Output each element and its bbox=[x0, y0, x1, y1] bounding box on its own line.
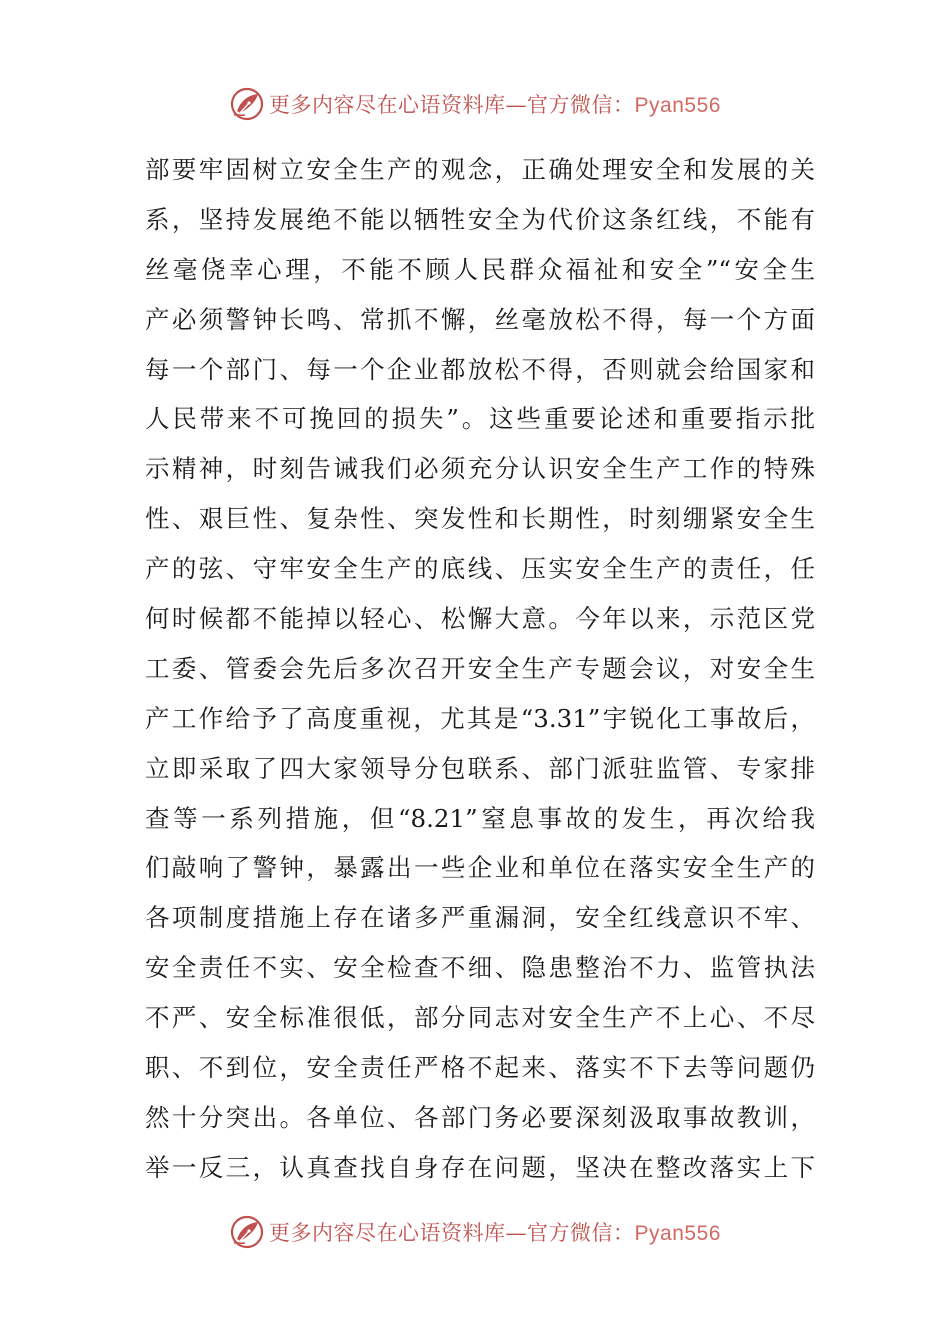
text-line: 举一反三，认真查找自身存在问题，坚决在整改落实上下 bbox=[145, 1152, 815, 1182]
pen-nib-logo-icon bbox=[229, 86, 265, 122]
text-line: 安全责任不实、安全检查不细、隐患整治不力、监管执法 bbox=[145, 953, 815, 983]
text-line: 丝毫侥幸心理，不能不顾人民群众福祉和安全”“安全生 bbox=[145, 254, 815, 284]
watermark-text-cn: 更多内容尽在心语资料库 bbox=[269, 1221, 506, 1245]
text-line: 工委、管委会先后多次召开安全生产专题会议，对安全生 bbox=[145, 653, 815, 683]
text-line: 查等一系列措施，但“8.21”窒息事故的发生，再次给我 bbox=[145, 803, 815, 833]
watermark-text bbox=[269, 89, 721, 119]
text-line: 部要牢固树立安全生产的观念，正确处理安全和发展的关 bbox=[145, 155, 815, 184]
footer-watermark bbox=[0, 1212, 950, 1252]
text-line: 立即采取了四大家领导分包联系、部门派驻监管、专家排 bbox=[145, 753, 815, 783]
watermark-dash: — bbox=[505, 93, 528, 117]
text-line: 产必须警钟长鸣、常抓不懈，丝毫放松不得，每一个方面 bbox=[145, 304, 815, 334]
text-line: 产工作给予了高度重视，尤其是“3.31”宇锐化工事故后， bbox=[145, 703, 815, 733]
text-line: 何时候都不能掉以轻心、松懈大意。今年以来，示范区党 bbox=[145, 604, 815, 634]
text-line: 示精神，时刻告诫我们必须充分认识安全生产工作的特殊 bbox=[145, 454, 815, 484]
document-body bbox=[145, 145, 815, 1193]
watermark-text bbox=[269, 1217, 721, 1247]
text-line: 人民带来不可挽回的损失”。这些重要论述和重要指示批 bbox=[145, 404, 815, 434]
watermark-official: 官方微信： bbox=[527, 1221, 635, 1245]
text-line: 然十分突出。各单位、各部门务必要深刻汲取事故教训， bbox=[145, 1102, 815, 1132]
text-line: 产的弦、守牢安全生产的底线、压实安全生产的责任，任 bbox=[145, 554, 815, 584]
text-line: 职、不到位，安全责任严格不起来、落实不下去等问题仍 bbox=[145, 1053, 815, 1083]
text-line: 各项制度措施上存在诸多严重漏洞，安全红线意识不牢、 bbox=[145, 903, 815, 933]
pen-nib-logo-icon bbox=[229, 1214, 265, 1250]
watermark-id: Pyan556 bbox=[634, 94, 721, 117]
watermark-text-cn: 更多内容尽在心语资料库 bbox=[269, 93, 506, 117]
watermark-id: Pyan556 bbox=[634, 1222, 721, 1245]
text-line: 每一个部门、每一个企业都放松不得，否则就会给国家和 bbox=[145, 354, 815, 384]
text-line: 系，坚持发展绝不能以牺牲安全为代价这条红线，不能有 bbox=[145, 204, 815, 234]
text-line: 性、艰巨性、复杂性、突发性和长期性，时刻绷紧安全生 bbox=[145, 504, 815, 534]
header-watermark bbox=[0, 84, 950, 124]
text-line: 们敲响了警钟，暴露出一些企业和单位在落实安全生产的 bbox=[145, 853, 815, 883]
text-line: 不严、安全标准很低，部分同志对安全生产不上心、不尽 bbox=[145, 1003, 815, 1033]
watermark-dash: — bbox=[505, 1221, 528, 1245]
watermark-official: 官方微信： bbox=[527, 93, 635, 117]
